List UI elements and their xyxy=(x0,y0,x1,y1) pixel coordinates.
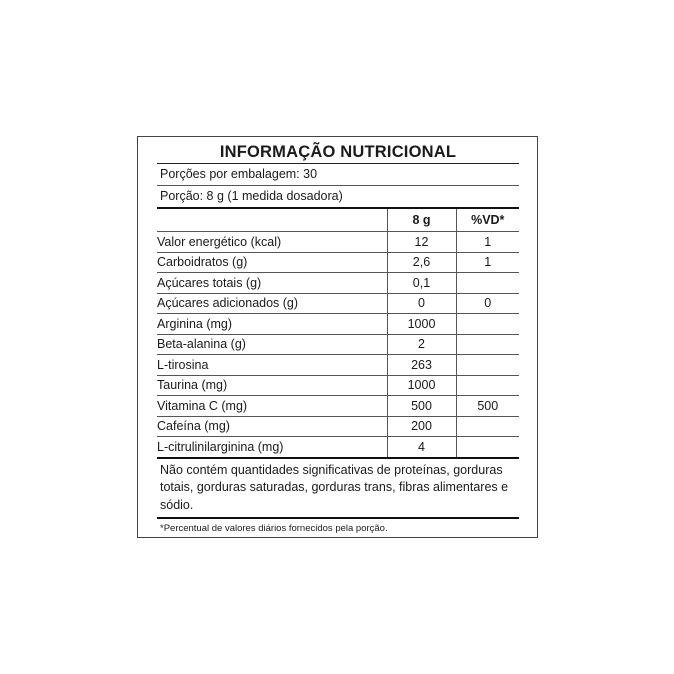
nutrient-amount: 1000 xyxy=(387,314,456,335)
serving-size: Porção: 8 g (1 medida dosadora) xyxy=(157,186,519,209)
daily-value-footnote: *Percentual de valores diários fornecidos pela porção. xyxy=(160,522,388,534)
servings-per-package: Porções por embalagem: 30 xyxy=(157,164,519,186)
nutrient-amount: 4 xyxy=(387,437,456,458)
table-row xyxy=(157,396,519,417)
nutrient-name: L-citrulinilarginina (mg) xyxy=(157,437,387,458)
header-amount: 8 g xyxy=(387,209,456,232)
nutrient-dv xyxy=(456,273,519,294)
table-row xyxy=(157,375,519,396)
header-daily-value: %VD* xyxy=(456,209,519,232)
table-row xyxy=(157,334,519,355)
header-nutrient xyxy=(157,209,387,232)
nutrient-amount: 500 xyxy=(387,396,456,417)
nutrition-facts-content xyxy=(157,137,519,534)
nutrient-name: Vitamina C (mg) xyxy=(157,396,387,417)
nutrient-dv: 0 xyxy=(456,293,519,314)
table-row xyxy=(157,273,519,294)
table-row xyxy=(157,314,519,335)
nutrient-name: Valor energético (kcal) xyxy=(157,232,387,253)
table-row xyxy=(157,232,519,253)
table-row xyxy=(157,293,519,314)
nutrient-name: Açúcares adicionados (g) xyxy=(157,293,387,314)
nutrient-name: L-tirosina xyxy=(157,355,387,376)
nutrient-amount: 2,6 xyxy=(387,252,456,273)
nutrient-amount: 0,1 xyxy=(387,273,456,294)
nutrient-dv xyxy=(456,416,519,437)
nutrient-amount: 12 xyxy=(387,232,456,253)
nutrient-dv xyxy=(456,437,519,458)
nutrient-amount: 2 xyxy=(387,334,456,355)
nutrient-name: Carboidratos (g) xyxy=(157,252,387,273)
nutrient-amount: 1000 xyxy=(387,375,456,396)
nutrient-name: Arginina (mg) xyxy=(157,314,387,335)
nutrient-dv: 1 xyxy=(456,252,519,273)
nutrient-amount: 263 xyxy=(387,355,456,376)
nutrient-dv: 1 xyxy=(456,232,519,253)
nutrition-table xyxy=(157,209,519,459)
nutrient-name: Taurina (mg) xyxy=(157,375,387,396)
label-title: INFORMAÇÃO NUTRICIONAL xyxy=(157,137,519,164)
table-row xyxy=(157,437,519,458)
insignificant-amounts-note: Não contém quantidades significativas de proteínas, gorduras totais, gorduras saturadas, gorduras trans, fibras alimentares e sódio. xyxy=(157,459,519,519)
nutrient-name: Cafeína (mg) xyxy=(157,416,387,437)
nutrient-name: Açúcares totais (g) xyxy=(157,273,387,294)
nutrient-amount: 200 xyxy=(387,416,456,437)
table-header xyxy=(157,209,519,232)
nutrient-amount: 0 xyxy=(387,293,456,314)
nutrient-dv xyxy=(456,355,519,376)
table-row xyxy=(157,252,519,273)
table-row xyxy=(157,416,519,437)
nutrition-facts-panel xyxy=(137,136,538,538)
nutrient-dv: 500 xyxy=(456,396,519,417)
nutrient-name: Beta-alanina (g) xyxy=(157,334,387,355)
nutrient-dv xyxy=(456,334,519,355)
table-row xyxy=(157,355,519,376)
nutrient-dv xyxy=(456,375,519,396)
nutrient-dv xyxy=(456,314,519,335)
